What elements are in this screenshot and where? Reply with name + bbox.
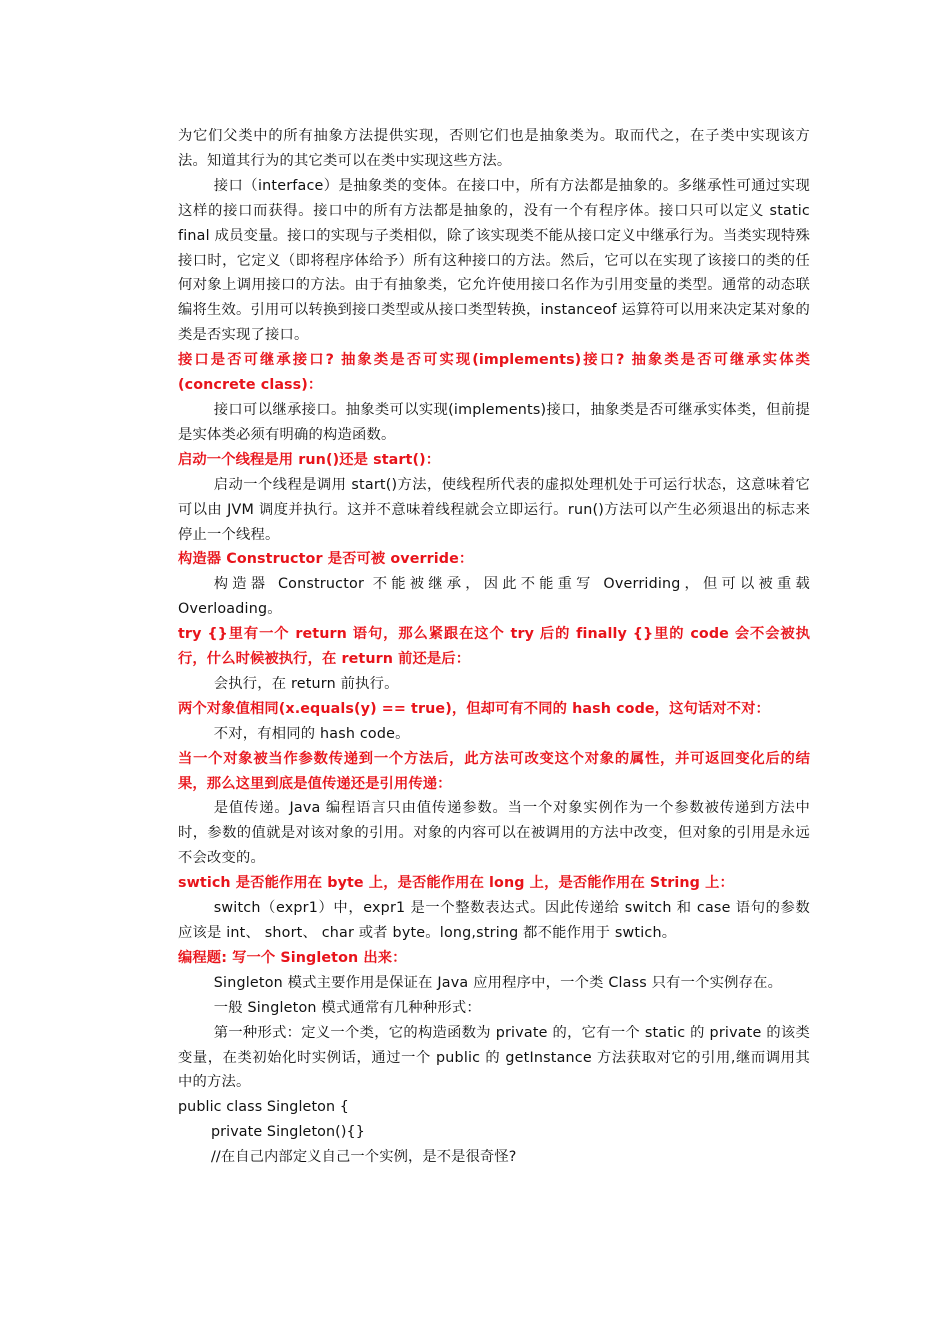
question-heading-interface-inheritance: 接口是否可继承接口? 抽象类是否可实现(implements)接口? 抽象类是否可继承实体类(concrete class)：	[178, 352, 810, 394]
paragraph-abstract-class-continuation: 为它们父类中的所有抽象方法提供实现，否则它们也是抽象类为。取而代之，在子类中实现该方法。知道其行为的其它类可以在类中实现这些方法。	[178, 128, 810, 169]
answer-switch-types: switch（expr1）中，expr1 是一个整数表达式。因此传递给 switch 和 case 语句的参数应该是 int、 short、 char 或者 byte。long,string 都不能作用于 swtich。	[178, 900, 810, 941]
question-heading-thread-start: 启动一个线程是用 run()还是 start()：	[178, 451, 441, 468]
document-page	[178, 124, 810, 1170]
question-heading-singleton: 编程题: 写一个 Singleton 出来：	[178, 949, 407, 966]
question-heading-switch-types: swtich 是否能作用在 byte 上，是否能作用在 long 上，是否能作用在 String 上：	[178, 875, 734, 892]
answer-constructor-override: 构造器 Constructor 不能被继承，因此不能重写 Overriding，但可以被重载 Overloading。	[178, 576, 810, 618]
paragraph-singleton-forms: 一般 Singleton 模式通常有几种种形式：	[213, 999, 481, 1016]
question-heading-pass-by-value: 当一个对象被当作参数传递到一个方法后，此方法可改变这个对象的属性，并可返回变化后的结果，那么这里到底是值传递还是引用传递：	[178, 750, 810, 792]
paragraph-singleton-first-form: 第一种形式：定义一个类，它的构造函数为 private 的，它有一个 static 的 private 的该类变量，在类初始化时实例话，通过一个 public 的 getInstance 方法获取对它的引用,继而调用其中的方法。	[178, 1024, 810, 1091]
paragraph-interface-description: 接口（interface）是抽象类的变体。在接口中，所有方法都是抽象的。多继承性可通过实现这样的接口而获得。接口中的所有方法都是抽象的，没有一个有程序体。接口只可以定义 static final 成员变量。接口的实现与子类相似，除了该实现类不能从接口定义中继承行为。当类实现特殊接口时，它定义（即将程序体给予）所有这种接口的方法。然后，它可以在实现了该接口的类的任何对象上调用接口的方法。由于有抽象类，它允许使用接口名作为引用变量的类型。通常的动态联编将生效。引用可以转换到接口类型或从接口类型转换，instanceof 运算符可以用来决定某对象的类是否实现了接口。	[178, 177, 810, 344]
question-heading-constructor-override: 构造器 Constructor 是否可被 override：	[178, 551, 474, 568]
question-heading-try-finally-return: try {}里有一个 return 语句，那么紧跟在这个 try 后的 finally {}里的 code 会不会被执行，什么时候被执行，在 return 前还是后：	[178, 626, 810, 668]
question-heading-equals-hashcode: 两个对象值相同(x.equals(y) == true)，但却可有不同的 hash code，这句话对不对：	[178, 700, 770, 717]
code-line-comment: //在自己内部定义自己一个实例，是不是很奇怪?	[211, 1149, 517, 1166]
code-line-class-declaration: public class Singleton {	[178, 1099, 350, 1116]
answer-pass-by-value: 是值传递。Java 编程语言只由值传递参数。当一个对象实例作为一个参数被传递到方法中时，参数的值就是对该对象的引用。对象的内容可以在被调用的方法中改变，但对象的引用是永远不会改变的。	[178, 800, 810, 867]
answer-try-finally-return: 会执行，在 return 前执行。	[213, 675, 399, 692]
code-line-private-constructor: private Singleton(){}	[211, 1124, 365, 1141]
answer-equals-hashcode: 不对，有相同的 hash code。	[213, 725, 410, 742]
answer-thread-start: 启动一个线程是调用 start()方法，使线程所代表的虚拟处理机处于可运行状态，这意味着它可以由 JVM 调度并执行。这并不意味着线程就会立即运行。run()方法可以产生必须退出的标志来停止一个线程。	[178, 476, 810, 543]
paragraph-singleton-purpose: Singleton 模式主要作用是保证在 Java 应用程序中，一个类 Class 只有一个实例存在。	[213, 974, 783, 991]
answer-interface-inheritance: 接口可以继承接口。抽象类可以实现(implements)接口，抽象类是否可继承实体类，但前提是实体类必须有明确的构造函数。	[178, 401, 810, 443]
